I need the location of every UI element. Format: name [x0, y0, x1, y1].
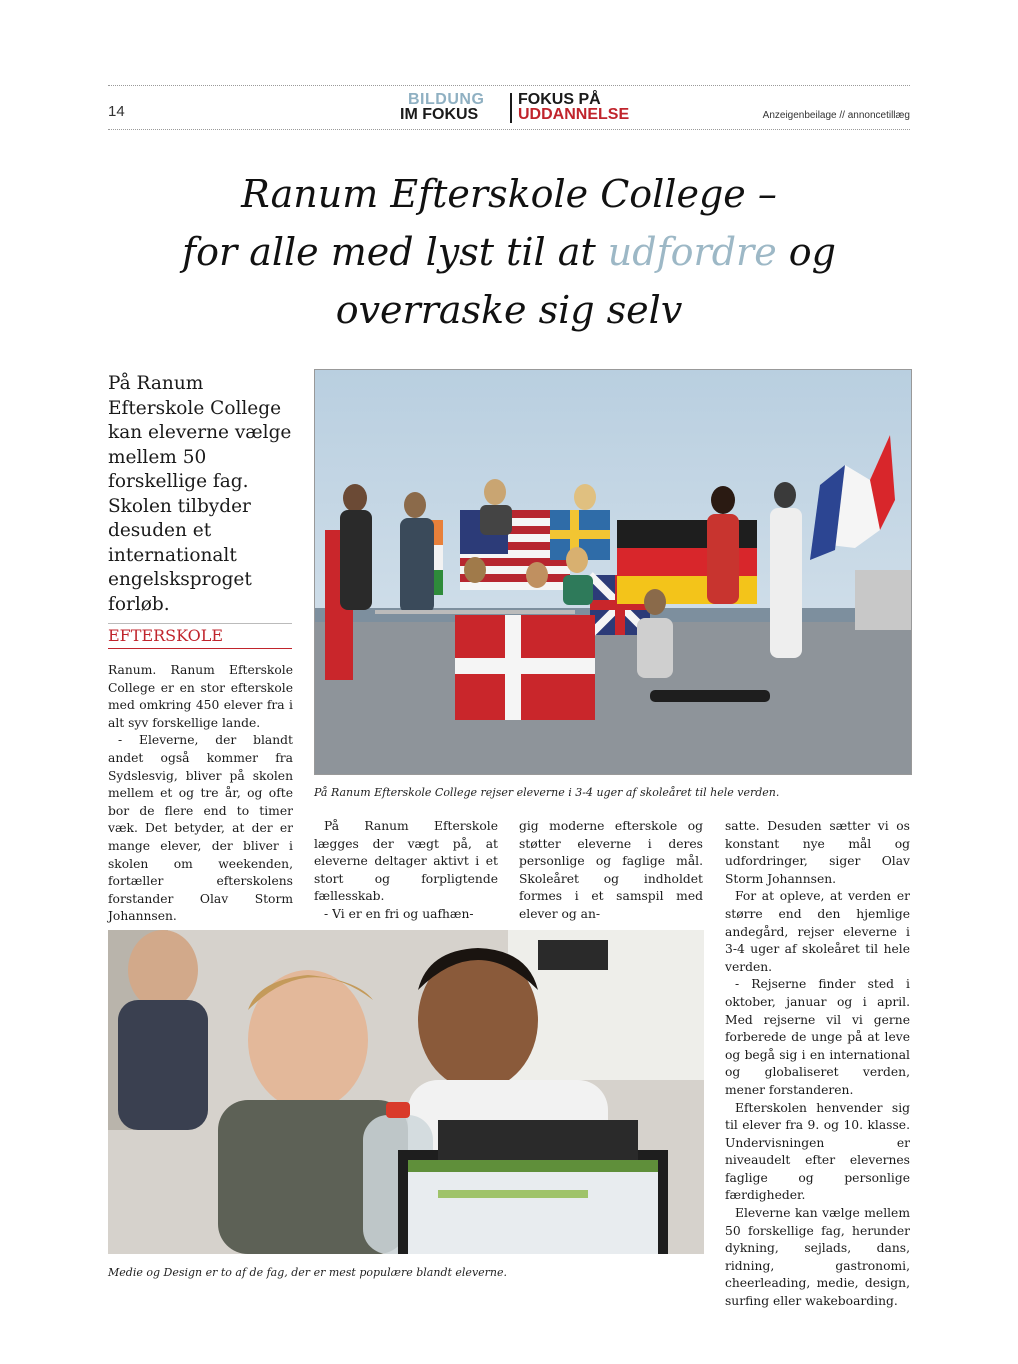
col4-paragraph: For at opleve, at verden er større end den hjemlige andegård, rejser eleverne i 3-4 uger af skoleåret til hele verden.	[725, 889, 910, 974]
header-top-rule	[108, 85, 910, 86]
col4-paragraph: Eleverne kan vælge mellem 50 forskellige fag, herunder dykning, sejlads, dans, ridning, gastronomi, cheerleading, medie, design, surfing eller wakeboarding.	[725, 1206, 910, 1309]
headline-line-2	[60, 223, 958, 281]
headline-accent-word: udfordre	[607, 230, 777, 274]
supplement-label: Anzeigenbeilage // annoncetillæg	[762, 110, 910, 121]
headline-line-2-end: og	[776, 230, 836, 274]
col2-paragraph: På Ranum Efterskole lægges der vægt på, at eleverne deltager aktivt i et stort og forpligtende fællesskab.	[314, 819, 498, 904]
col4-paragraph: - Rejserne finder sted i oktober, januar og i april. Med rejserne vil vi gerne forberede de unge på at leve og begå sig i en international og globaliseret verden, mener forstanderen.	[725, 977, 910, 1097]
logo-fokus-paa: FOKUS PÅ	[518, 91, 601, 108]
photo2-caption: Medie og Design er to af de fag, der er mest populære blandt eleverne.	[108, 1266, 508, 1279]
publication-logo	[400, 91, 670, 125]
section-top-rule	[108, 623, 292, 624]
logo-im-fokus: IM FOKUS	[400, 106, 479, 123]
headline-line-2-start: for alle med lyst til at	[182, 230, 608, 274]
logo-uddannelse: UDDANNELSE	[518, 106, 630, 123]
group-flags-illustration	[315, 370, 911, 774]
col3-paragraph: gig moderne efterskole og støtter eleverne i deres personlige og faglige mål. Skoleåret og indholdet formes i et samspil med elever og an-	[519, 819, 703, 921]
laptop-screen	[398, 1150, 668, 1254]
students-laptops-photo	[108, 930, 704, 1254]
col4-paragraph: satte. Desuden sætter vi os konstant nye mål og udfordringer, siger Olav Storm Johannsen.	[725, 819, 910, 886]
logo-divider	[510, 93, 512, 123]
section-heading: EFTERSKOLE	[108, 626, 292, 649]
col1-paragraph: - Eleverne, der blandt andet også kommer fra Sydslesvig, bliver på skolen mellem et og tre år, og ofte bor de flere end to timer væk. Det betyder, at der er mange elever, der bliver i skolen om weekenden, fortæller efterskolens forstander Olav Storm Johannsen.	[108, 733, 293, 924]
headline-line-1: Ranum Efterskole College –	[241, 172, 777, 216]
article-headline	[60, 165, 958, 339]
photo1-caption: På Ranum Efterskole College rejser eleverne i 3-4 uger af skoleåret til hele verden.	[314, 786, 780, 799]
body-column-4	[725, 818, 910, 1311]
body-column-2	[314, 818, 498, 924]
col2-paragraph: - Vi er en fri og uafhæn-	[324, 906, 474, 921]
header-bottom-rule	[108, 129, 910, 130]
group-flags-photo	[314, 369, 912, 775]
logo-bildung: BILDUNG	[408, 91, 485, 108]
article-lead: På Ranum Efterskole College kan eleverne vælge mellem 50 forskellige fag. Skolen tilbyder desuden et internationalt engelsksproget forløb.	[108, 373, 292, 615]
body-column-1	[108, 662, 293, 926]
page-number: 14	[108, 103, 125, 120]
col1-paragraph: Ranum. Ranum Efterskole College er en stor efterskole med omkring 450 elever fra i alt syv forskellige lande.	[108, 663, 293, 730]
headline-line-3: overraske sig selv	[335, 288, 683, 332]
col4-paragraph: Efterskolen henvender sig til elever fra 9. og 10. klasse. Undervisningen er niveaudelt efter elevernes faglige og personlige færdigheder.	[725, 1100, 910, 1203]
students-laptops-illustration	[108, 930, 704, 1254]
student-background	[118, 930, 208, 1130]
flag-denmark	[455, 615, 595, 720]
body-column-3	[519, 818, 703, 924]
